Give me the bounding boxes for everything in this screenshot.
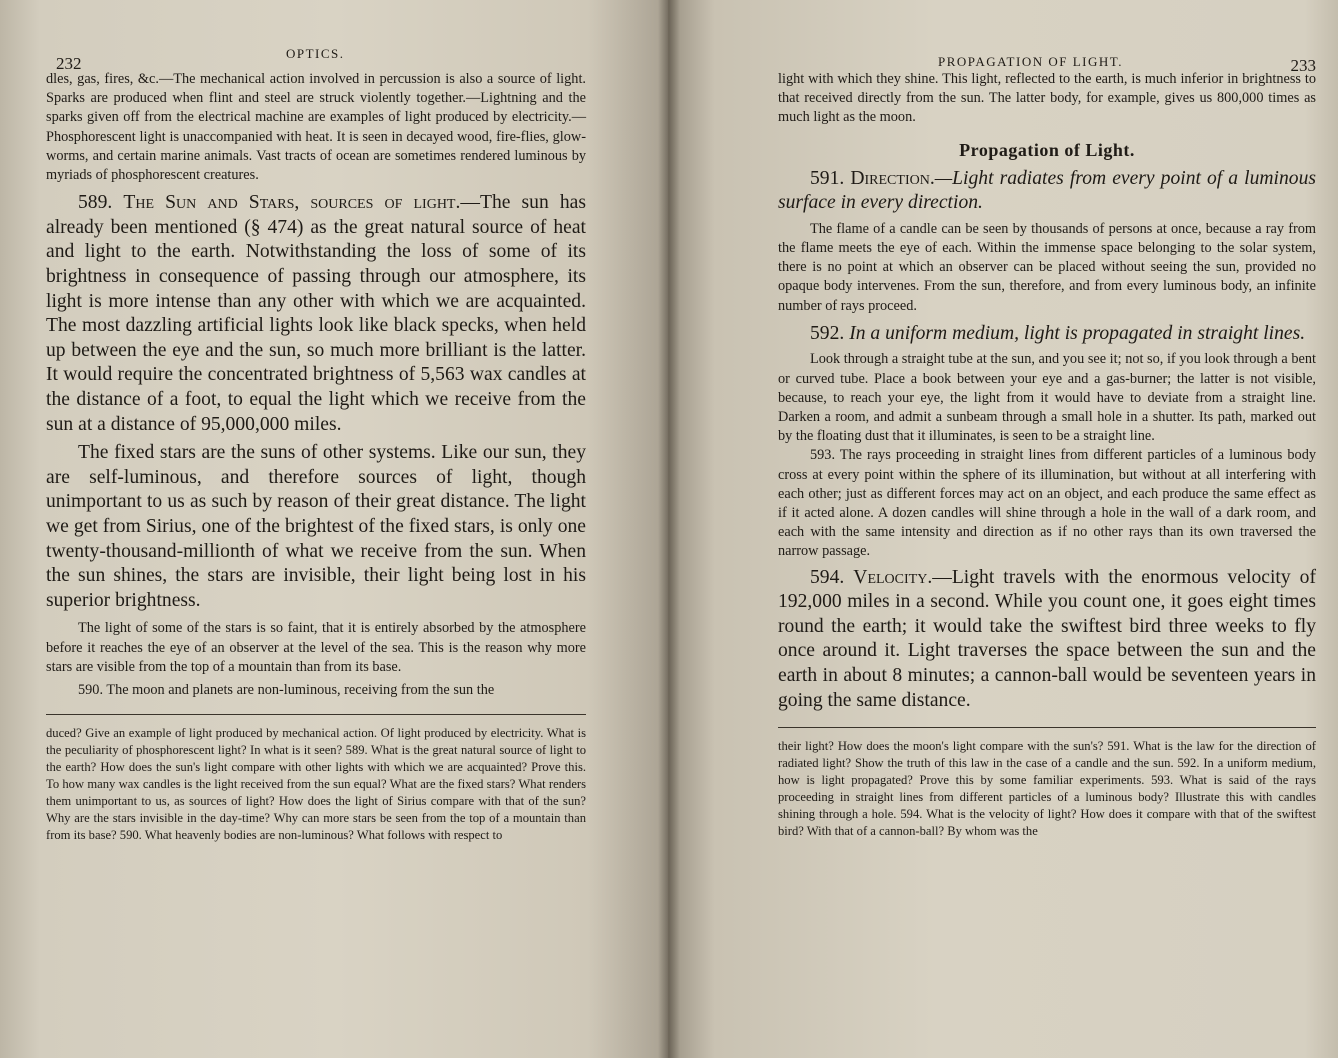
section-number-589: 589.	[78, 192, 113, 214]
section-number-591: 591.	[810, 167, 845, 189]
section-heading-velocity: Velocity.	[853, 566, 933, 588]
right-running-head	[778, 40, 1316, 75]
right-page	[668, 0, 1338, 1058]
book-gutter	[658, 0, 680, 1058]
paragraph-589	[46, 191, 586, 437]
law-592: In a uniform medium, light is propagated in straight lines.	[849, 322, 1306, 344]
paragraph-589-text: —The sun has already been mentioned (§ 474) as the great natural source of heat and light to the earth. Notwithstanding the loss of some of its brightness in consequence of passing through our atmosphere, its light is more intense than any other with which we are acquainted. The most dazzling artificial lights look like black specks, when held up between the eye and the sun, so much more brilliant is the latter. It would require the concentrated brightness of 5,563 wax candles at the distance of a foot, to equal the light which we receive from the sun at a distance of 95,000,000 miles.	[46, 192, 586, 435]
section-heading-sun-stars: The Sun and Stars, sources of light.	[123, 192, 461, 214]
right-header-title: PROPAGATION OF LIGHT.	[938, 54, 1123, 69]
section-number-592: 592.	[810, 322, 845, 344]
left-footnote-questions: duced? Give an example of light produced by mechanical action. Of light produced by electricity. What is the peculiarity of phosphorescent light? In what is it seen? 589. What is the great natural source of light to the earth? How does the sun's light compare with other lights with which we are acquainted? Prove this. To how many wax candles is the light received from the sun equal? What are the fixed stars? What renders them unimportant to us, as sources of light? How does the light of Sirius compare with that of the sun? Why are the stars invisible in the day-time? Why can more stars be seen from the top of a mountain than from its base? 590. What heavenly bodies are non-luminous? What follows with respect to	[46, 726, 586, 843]
paragraph-592-heading	[778, 322, 1316, 347]
left-paragraph-percussion: dles, gas, fires, &c.—The mechanical action involved in percussion is also a source of light. Sparks are produced when flint and steel are struck violently together.—Lightning and the sparks given off from the electrical machine are examples of light produced by electricity.—Phosphorescent light is unaccompanied with heat. It is seen in decayed wood, fire-flies, glow-worms, and certain marine animals. Vast tracts of ocean are sometimes rendered luminous by myriads of phosphorescent creatures.	[46, 71, 586, 184]
paragraph-594-text: —Light travels with the enormous velocity of 192,000 miles in a second. While you count one, it goes eight times round the earth; it would take the swiftest bird three weeks to fly once around it. Light traverses the space between the sun and the earth in about 8 minutes; a cannon-ball would be seventeen years in going the same distance.	[778, 566, 1316, 711]
paragraph-594	[778, 566, 1316, 714]
left-running-head	[46, 40, 586, 73]
left-footnote-divider	[46, 714, 586, 715]
right-footnote-divider	[778, 727, 1316, 728]
right-paragraph-moonlight: light with which they shine. This light, reflected to the earth, is much inferior in brightness to that received directly from the sun. The latter body, for example, gives us 800,000 times as much light as the moon.	[778, 71, 1316, 126]
left-page	[0, 0, 668, 1058]
right-footnote-questions: their light? How does the moon's light compare with the sun's? 591. What is the law for the direction of radiated light? Show the truth of this law in the case of a candle and the sun. 592. In a uniform medium, how is light propagated? Prove this by some familiar experiments. 593. What is said of the rays proceeding in straight lines from different particles of a luminous body? Illustrate this with candles shining through a hole. 594. What is the velocity of light? How does it compare with that of the swiftest bird? With that of a cannon-ball? By whom was the	[778, 739, 1316, 839]
left-header-title: OPTICS.	[286, 46, 345, 61]
paragraph-fixed-stars: The fixed stars are the suns of other systems. Like our sun, they are self-luminous, and therefore sources of light, though unimportant to us as such by reason of their great distance. The light we get from Sirius, one of the brightest of the fixed stars, is only one twenty-thousand-millionth of what we receive from the sun. When the sun shines, the stars are invisible, their light being lost in his superior brightness.	[46, 442, 586, 611]
paragraph-591-text: The flame of a candle can be seen by thousands of persons at once, because a ray from the flame meets the eye of each. Within the immense space belonging to the solar system, there is no point at which an observer can be placed without seeing the sun, provided no opaque body intervenes. From the sun, therefore, and from every luminous body, an infinite number of rays proceed.	[778, 220, 1316, 314]
paragraph-590: 590. The moon and planets are non-luminous, receiving from the sun the	[78, 681, 495, 698]
paragraph-593: 593. The rays proceeding in straight lines from different particles of a luminous body cross at every point within the sphere of its illumination, but without at all interfering with each other; just as different forces may act on an object, and each produce the same effect as if it acted alone. A dozen candles will shine through a hole in the wall of a dark room, and each with the same intensity and direction as if no other rays than its own traversed the narrow passage.	[778, 447, 1316, 560]
section-heading-direction: Direction.	[850, 167, 935, 189]
law-591: —Light radiates from every point of a luminous surface in every direction.	[778, 167, 1316, 214]
paragraph-faint-stars: The light of some of the stars is so faint, that it is entirely absorbed by the atmosphere before it reaches the eye of an observer at the level of the sea. This is the reason why more stars are visible from the top of a mountain than from its base.	[46, 620, 586, 675]
paragraph-591-heading	[778, 167, 1316, 216]
paragraph-592-text: Look through a straight tube at the sun, and you see it; not so, if you look through a bent or curved tube. Place a book between your eye and a gas-burner; the latter is not visible, because, to reach your eye, the light from it would have to deviate from a straight line. Darken a room, and admit a sunbeam through a small hole in a shutter. Its path, marked out by the floating dust that it illuminates, is seen to be a straight line.	[778, 351, 1316, 445]
left-page-number: 232	[56, 54, 82, 73]
section-number-594: 594.	[810, 566, 845, 588]
right-page-number: 233	[1290, 56, 1316, 75]
section-title-propagation: Propagation of Light.	[959, 139, 1135, 160]
